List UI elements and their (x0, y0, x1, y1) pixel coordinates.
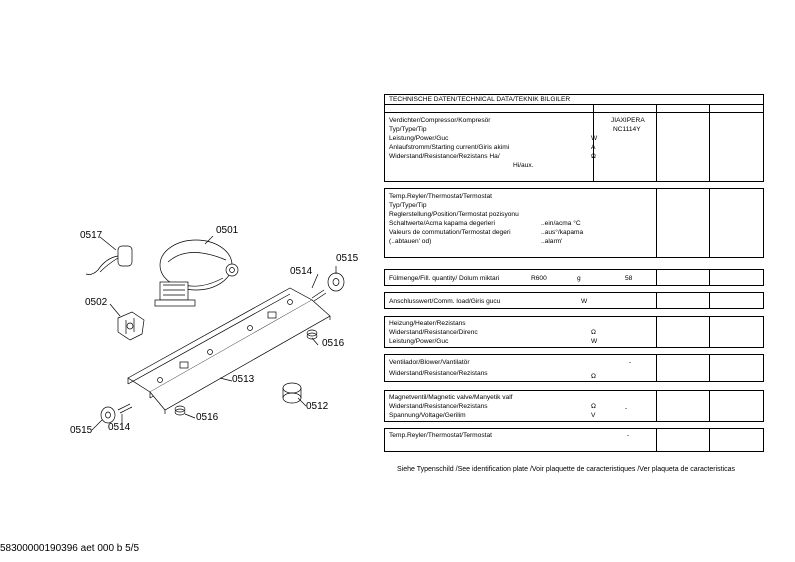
valve-unit-v: V (591, 412, 596, 419)
foot-part (283, 383, 301, 403)
thermostat-line: Valeurs de commutation/Termostat degeri (389, 229, 511, 236)
fill-unit: g (577, 275, 581, 282)
thermostat2-block (384, 428, 764, 452)
capacitor-part (86, 246, 132, 275)
connected-label: Anschlusswert/Comm. load/Giris gucu (389, 298, 501, 305)
thermo2-label: Temp.Reyler/Thermostat/Termostat (389, 432, 492, 439)
label-0514-a: 0514 (290, 266, 313, 277)
valve-unit-ohm: Ω (591, 403, 596, 410)
label-0502: 0502 (85, 297, 108, 308)
heating-unit-w: W (591, 338, 598, 345)
fill-refrigerant: R600 (531, 275, 547, 282)
pin-part-2 (118, 404, 132, 413)
unit-ohm: Ω (591, 153, 596, 160)
fan-block (384, 354, 764, 382)
thermostat-block (384, 188, 764, 258)
thermostat-line: Schaltwerte/Acma kapama degerleri (389, 220, 495, 227)
compressor-line: Verdichter/Compressor/Kompresör (389, 117, 491, 124)
label-0501: 0501 (216, 225, 239, 236)
label-0512: 0512 (306, 401, 329, 412)
exploded-parts-diagram (0, 0, 380, 470)
clip-part-2 (175, 406, 185, 415)
compressor-line: Widerstand/Resistance/Rezistans Ha/ (389, 153, 500, 160)
compressor-model: JIAXIPERA (611, 117, 645, 124)
compressor-line: Leistung/Power/Guc (389, 135, 449, 142)
label-0514-b: 0514 (108, 422, 131, 433)
unit-w: W (591, 135, 598, 142)
compressor-line-hiaux: Hi/aux. (513, 162, 534, 169)
thermostat-extra: ..alarm' (541, 238, 563, 245)
heating-line: Widerstand/Resistance/Direnc (389, 329, 478, 336)
grommet-part (328, 273, 344, 291)
thermostat-line: (..abtauen' od) (389, 238, 432, 245)
thermostat-line: Typ/Type/Tip (389, 202, 427, 209)
label-0516-a: 0516 (322, 338, 345, 349)
document-footer: 58300000190396 aet 000 b 5/5 (0, 543, 140, 554)
fan-line: Ventilador/Blower/Vantilatör (389, 359, 470, 366)
fill-quantity-block (384, 269, 764, 286)
relay-part (118, 312, 144, 340)
fill-label: Fülmenge/Fill. quantity/ Dolum miktari (389, 275, 500, 282)
valve-line: Widerstand/Resistance/Rezistans (389, 403, 488, 410)
thermostat-extra: ..aus°/kapama (541, 229, 584, 236)
compressor-block (384, 94, 764, 182)
fan-line: Widerstand/Resistance/Rezistans (389, 370, 488, 377)
grommet-part-2 (101, 407, 115, 423)
label-0515-a: 0515 (336, 253, 359, 264)
thermostat-line: Reglerstellung/Position/Termostat pozisyonu (389, 211, 519, 218)
label-0513: 0513 (232, 374, 255, 385)
connected-unit: W (581, 298, 588, 305)
valve-line: Magnetventil/Magnetic valve/Manyetik valf (389, 394, 513, 401)
table-header: TECHNISCHE DATEN/TECHNICAL DATA/TEKNIK BILGILER (389, 96, 571, 103)
compressor-line: Anlaufstromm/Starting current/Giris akimi (389, 144, 510, 151)
heating-line: Heizung/Heater/Rezistans (389, 320, 466, 327)
valve-line: Spannung/Voltage/Gerilim (389, 412, 466, 419)
heating-line: Leistung/Power/Guc (389, 338, 449, 345)
thermostat-line: Temp.Reyler/Thermostat/Termostat (389, 193, 492, 200)
pin-part (312, 290, 326, 301)
connected-load-block (384, 292, 764, 309)
heating-unit-ohm: Ω (591, 329, 596, 336)
label-0517: 0517 (80, 230, 103, 241)
fan-value: - (629, 359, 632, 366)
clip-part (307, 330, 317, 339)
fan-unit: Ω (591, 373, 596, 380)
label-0516-b: 0516 (196, 412, 219, 423)
thermostat-extra: ..ein/acma °C (541, 220, 581, 227)
fill-value: 58 (625, 275, 633, 282)
label-0515-b: 0515 (70, 425, 93, 436)
compressor-line: Typ/Type/Tip (389, 126, 427, 133)
compressor-part (155, 240, 238, 306)
unit-a: A (591, 144, 596, 151)
valve-value: - (625, 405, 628, 412)
identification-note: Siehe Typenschild /See identification plate /Voir plaquette de caracteristiques /Ver plaqueta de caracteristicas (397, 466, 736, 473)
valve-block (384, 390, 764, 422)
compressor-type: NC1114Y (613, 126, 641, 133)
thermo2-value: - (627, 432, 630, 439)
heating-block (384, 316, 764, 348)
